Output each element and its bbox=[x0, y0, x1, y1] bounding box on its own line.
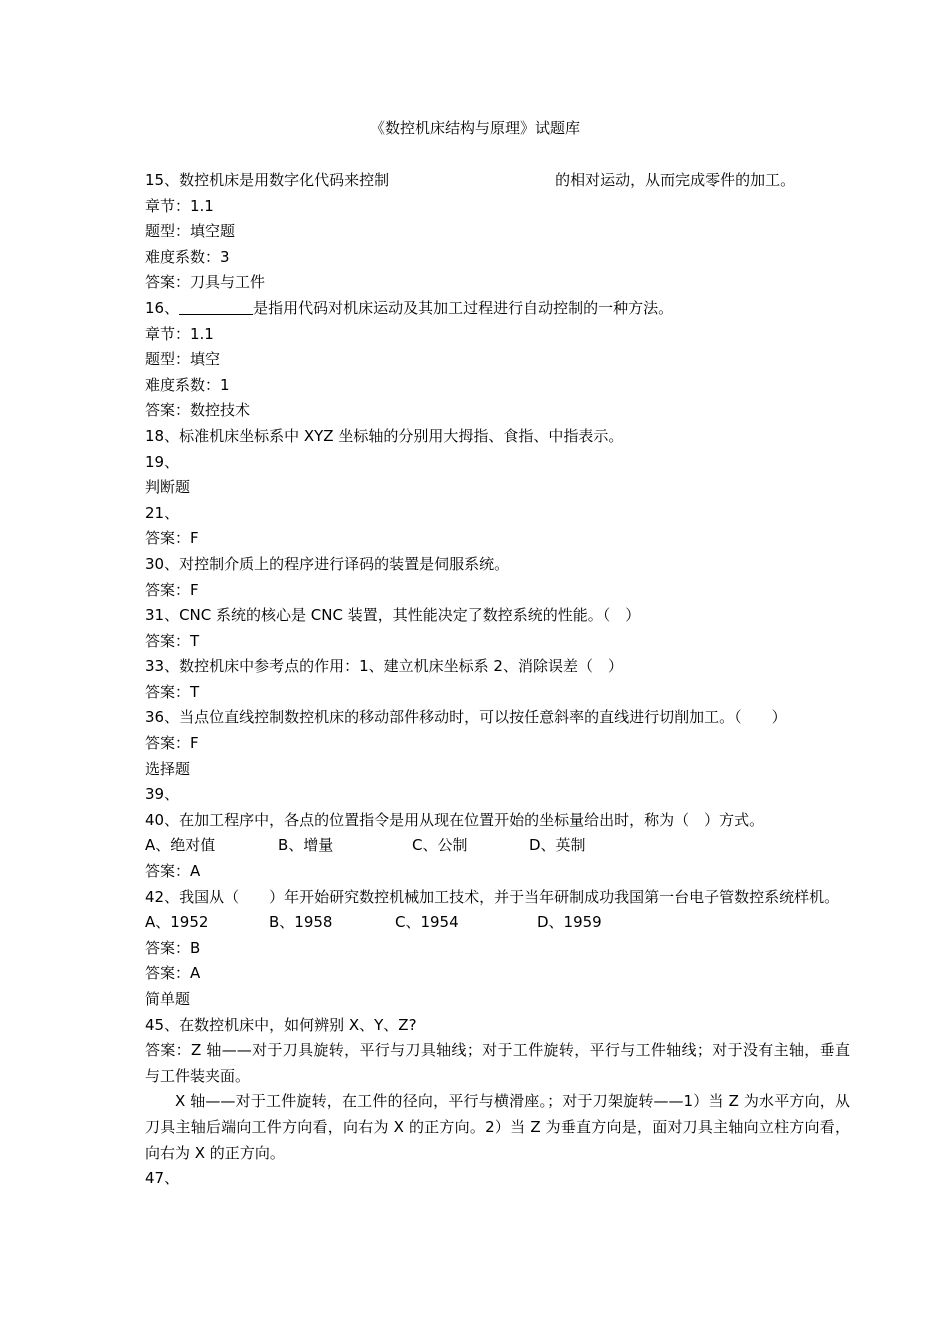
question-39: 39、 bbox=[145, 785, 180, 804]
question-15-chapter: 章节：1.1 bbox=[145, 196, 214, 215]
question-36-answer: 答案：F bbox=[145, 734, 199, 753]
question-19: 19、 bbox=[145, 452, 180, 471]
option-b: B、增量 bbox=[278, 836, 334, 855]
question-45-answer-z: 答案：Z 轴——对于刀具旋转，平行与刀具轴线；对于工件旋转，平行与工件轴线；对于没有主轴，垂直与工件装夹面。 bbox=[145, 1041, 850, 1085]
section-choice-heading: 选择题 bbox=[145, 759, 191, 778]
question-18: 18、标准机床坐标系中 XYZ 坐标轴的分别用大拇指、食指、中指表示。 bbox=[145, 426, 624, 445]
question-40: 40、在加工程序中，各点的位置指令是用从现在位置开始的坐标量给出时，称为（ ）方式。 bbox=[145, 810, 765, 829]
option-a: A、绝对值 bbox=[145, 836, 216, 855]
question-15-type: 题型：填空题 bbox=[145, 222, 236, 241]
question-15-text-end: 的相对运动，从而完成零件的加工。 bbox=[555, 171, 796, 189]
document-title: 《数控机床结构与原理》试题库 bbox=[369, 119, 580, 137]
question-15-difficulty: 难度系数：3 bbox=[145, 247, 230, 266]
section-judge-heading: 判断题 bbox=[145, 478, 191, 497]
question-15-text: 15、数控机床是用数字化代码来控制 bbox=[145, 171, 390, 189]
option-b: B、1958 bbox=[269, 913, 333, 932]
question-21: 21、 bbox=[145, 503, 180, 522]
question-42: 42、我国从（ ）年开始研究数控机械加工技术，并于当年研制成功我国第一台电子管数控系统样机。 bbox=[145, 887, 840, 906]
question-47: 47、 bbox=[145, 1169, 180, 1188]
question-30-answer: 答案：F bbox=[145, 580, 199, 599]
question-16 bbox=[145, 296, 850, 322]
question-21-answer: 答案：F bbox=[145, 529, 199, 548]
question-16-blank bbox=[179, 298, 253, 315]
option-c: C、公制 bbox=[412, 836, 468, 855]
question-30: 30、对控制介质上的程序进行译码的装置是伺服系统。 bbox=[145, 554, 510, 573]
question-16-type: 题型：填空 bbox=[145, 350, 221, 369]
question-31-answer: 答案：T bbox=[145, 631, 200, 650]
option-a: A、1952 bbox=[145, 913, 209, 932]
question-16-chapter: 章节：1.1 bbox=[145, 324, 214, 343]
question-42-answer: 答案：B bbox=[145, 938, 201, 957]
option-c: C、1954 bbox=[395, 913, 459, 932]
question-15-answer: 答案：刀具与工件 bbox=[145, 273, 266, 292]
question-16-text: 是指用代码对机床运动及其加工过程进行自动控制的一种方法。 bbox=[253, 298, 674, 317]
question-31: 31、CNC 系统的核心是 CNC 装置，其性能决定了数控系统的性能。（ ） bbox=[145, 606, 641, 625]
question-42-answer-2: 答案：A bbox=[145, 964, 201, 983]
question-16-number: 16、 bbox=[145, 298, 180, 317]
question-45: 45、在数控机床中，如何辨别 X、Y、Z? bbox=[145, 1015, 417, 1034]
document-body bbox=[145, 168, 850, 1192]
question-33-answer: 答案：T bbox=[145, 682, 200, 701]
question-40-answer: 答案：A bbox=[145, 862, 201, 881]
question-45-answer-x: X 轴——对于工件旋转，在工件的径向，平行与横滑座。；对于刀架旋转——1）当 Z 为水平方向，从刀具主轴后端向工件方向看，向右为 X 的正方向。2）当 Z 为垂直方向是，面对刀具主轴向立柱方向看，向右为 X 的正方向。 bbox=[145, 1092, 850, 1162]
question-33: 33、数控机床中参考点的作用：1、建立机床坐标系 2、消除误差（ ） bbox=[145, 657, 623, 676]
question-16-difficulty: 难度系数：1 bbox=[145, 375, 230, 394]
option-d: D、1959 bbox=[537, 913, 602, 932]
question-15 bbox=[145, 168, 850, 194]
section-short-heading: 简单题 bbox=[145, 990, 191, 1008]
question-42-options bbox=[145, 910, 850, 936]
question-36: 36、当点位直线控制数控机床的移动部件移动时，可以按任意斜率的直线进行切削加工。（ ） bbox=[145, 708, 787, 727]
question-16-answer: 答案：数控技术 bbox=[145, 401, 251, 420]
option-d: D、英制 bbox=[529, 836, 586, 855]
question-40-options bbox=[145, 833, 850, 859]
